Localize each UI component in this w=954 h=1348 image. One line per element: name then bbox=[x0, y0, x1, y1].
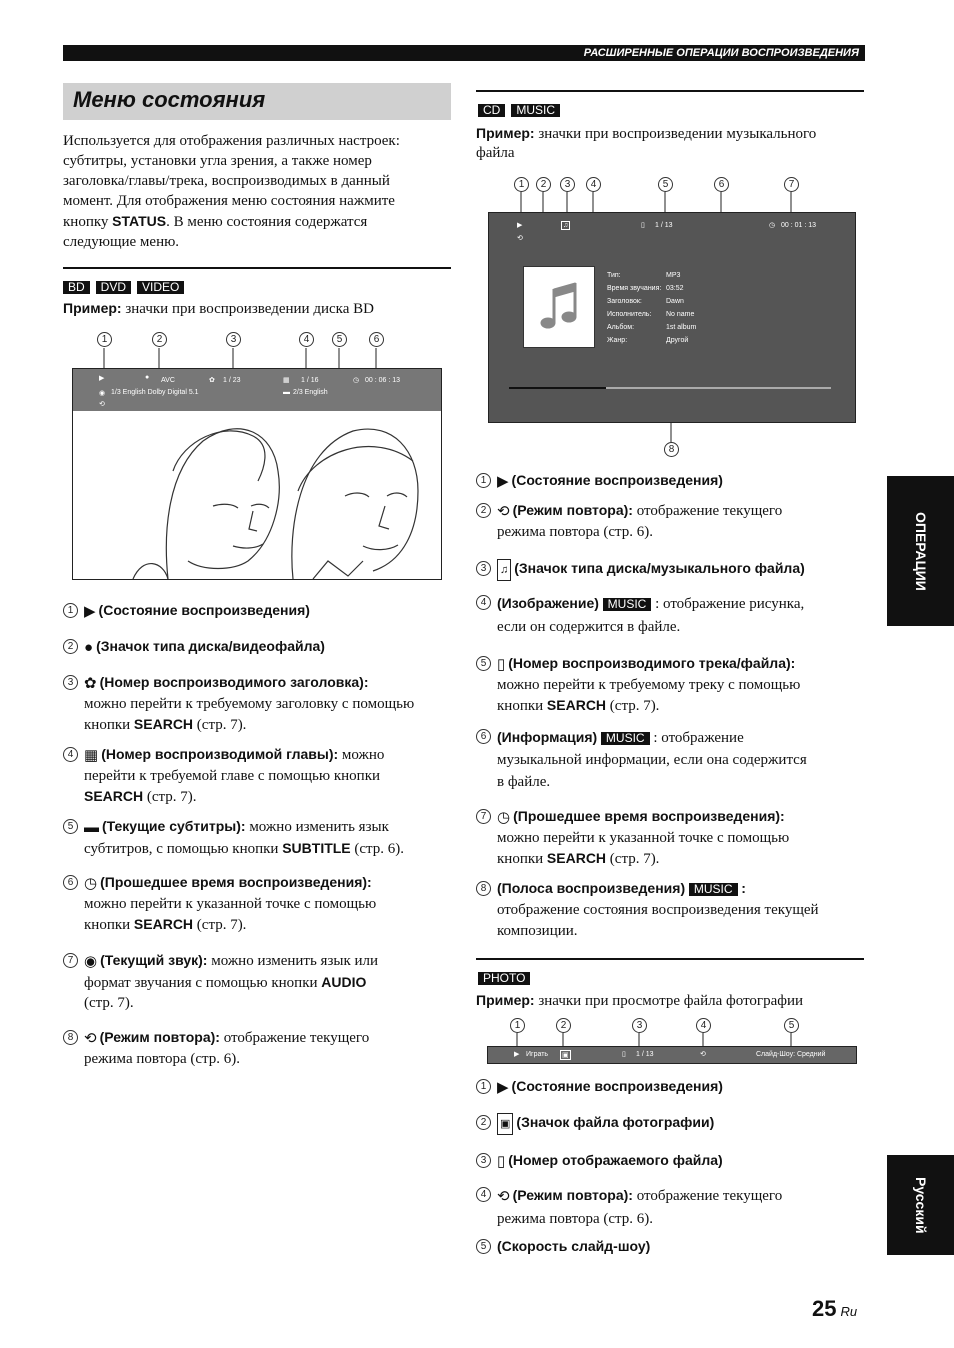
music-notes-icon bbox=[524, 267, 594, 347]
disc-type-icon: ● bbox=[145, 374, 150, 381]
cd-item-5: 5 ▯ (Номер воспроизводимого трека/файла): можно перейти к требуемому треку с помощью кнопки SEARCH (стр. 7). bbox=[476, 653, 866, 716]
side-tab-operations[interactable]: ОПЕРАЦИИ bbox=[887, 476, 954, 626]
tag-music: MUSIC bbox=[511, 104, 560, 117]
bd-screen bbox=[72, 368, 442, 580]
file-number-icon: ▯ bbox=[497, 1153, 506, 1170]
photo-tags bbox=[478, 969, 536, 987]
tag-photo: PHOTO bbox=[478, 972, 530, 985]
photo-osd-bar: ▶ Играть ▣ ▯ 1 / 13 ⟲ Слайд-Шоу: Средний bbox=[487, 1046, 857, 1064]
side-tab-language[interactable]: Русский bbox=[887, 1155, 954, 1255]
cd-item-1: 1 ▶ (Состояние воспроизведения) bbox=[476, 470, 866, 492]
callout-6: 6 bbox=[369, 332, 384, 347]
play-icon: ▶ bbox=[514, 1051, 520, 1058]
bd-faces-illustration bbox=[73, 411, 441, 579]
track-icon: ▯ bbox=[641, 222, 645, 229]
play-state-icon: ▶ bbox=[497, 1079, 509, 1096]
intro-paragraph: Используется для отображения различных настроек: субтитры, установки угла зрения, а также номер заголовка/главы/трека, воспроизводимых в данный момент. Для отображения меню состояния нажмите кнопку STATUS. В меню состояния содержатся следующие меню. bbox=[63, 133, 400, 250]
callout-4: 4 bbox=[299, 332, 314, 347]
photo-item-4: 4 ⟲ (Режим повтора): отображение текущего режима повтора (стр. 6). bbox=[476, 1184, 866, 1230]
callout-2: 2 bbox=[152, 332, 167, 347]
cd-tags bbox=[478, 101, 566, 119]
repeat-icon: ⟲ bbox=[99, 401, 105, 408]
subtitle-icon: ▬ bbox=[84, 819, 99, 836]
bdmv-icon: ● bbox=[84, 639, 94, 656]
bd-item-8: 8 ⟲ (Режим повтора): отображение текущего режима повтора (стр. 6). bbox=[63, 1027, 453, 1069]
bd-osd-bar: ▶ ● AVC ✿ 1 / 23 ▦ 1 / 16 ◷ 00 : 06 : 13 ◉ 1/3 English Dolby Digital 5.1 ▬ 2/3 English ⟲ bbox=[73, 369, 441, 411]
track-number-icon: ▯ bbox=[497, 656, 506, 673]
photo-file-icon: ▣ bbox=[562, 1052, 569, 1059]
play-icon: ▶ bbox=[99, 375, 105, 382]
page-title: Меню состояния bbox=[73, 87, 266, 112]
audio-icon: ◉ bbox=[84, 953, 98, 970]
cd-screen: ▶ ⟲ ♫ ▯ 1 / 13 ◷ 00 : 01 : 13 Тип: Время звучания: Заголовок: Исполнитель: Альбом: Жанр: MP3 03:52 Dawn No name 1st album Другой bbox=[488, 212, 856, 423]
cd-item-6: 6 (Информация) MUSIC : отображение музыкальной информации, если она содержится в файле. bbox=[476, 726, 866, 793]
cd-item-4: 4 (Изображение) MUSIC : отображение рисунка, если он содержится в файле. bbox=[476, 592, 866, 639]
cd-item-8: 8 (Полоса воспроизведения) MUSIC : отображение состояния воспроизведения текущей композиции. bbox=[476, 878, 866, 942]
photo-item-5: 5 (Скорость слайд-шоу) bbox=[476, 1236, 866, 1257]
title-icon: ✿ bbox=[209, 377, 215, 384]
cd-rule bbox=[476, 90, 864, 92]
callout-5: 5 bbox=[332, 332, 347, 347]
cd-item-7: 7 ◷ (Прошедшее время воспроизведения): можно перейти к указанной точке с помощью кнопки SEARCH (стр. 7). bbox=[476, 806, 866, 869]
repeat-all-icon: ⟲ bbox=[497, 1188, 510, 1205]
photo-rule bbox=[476, 958, 864, 960]
info-labels: Тип: Время звучания: Заголовок: Исполнитель: Альбом: Жанр: bbox=[607, 272, 662, 344]
play-icon: ▶ bbox=[517, 222, 523, 229]
bd-item-4: 4 ▦ (Номер воспроизводимой главы): можно перейти к требуемой главе с помощью кнопки SEARCH (стр. 7). bbox=[63, 744, 453, 807]
bd-item-3: 3 ✿ (Номер воспроизводимого заголовка): можно перейти к требуемому заголовку с помощью кнопки SEARCH (стр. 7). bbox=[63, 672, 453, 735]
chapter-icon: ▦ bbox=[283, 377, 290, 384]
music-file-icon: ♫ bbox=[497, 559, 511, 581]
repeat-all-icon: ⟲ bbox=[700, 1051, 706, 1058]
photo-item-2: 2 ▣ (Значок файла фотографии) bbox=[476, 1112, 866, 1135]
title-number-icon: ✿ bbox=[84, 675, 97, 692]
elapsed-time-icon: ◷ bbox=[497, 809, 511, 826]
tag-bd: BD bbox=[63, 281, 90, 294]
file-number-icon: ▯ bbox=[622, 1051, 626, 1058]
bd-item-6: 6 ◷ (Прошедшее время воспроизведения): можно перейти к указанной точке с помощью кнопки SEARCH (стр. 7). bbox=[63, 872, 453, 935]
album-art bbox=[523, 266, 595, 348]
page-number: 25 Ru bbox=[812, 1296, 858, 1321]
progress-track bbox=[509, 387, 831, 389]
callout-1: 1 bbox=[97, 332, 112, 347]
bd-item-2: 2 ● (Значок типа диска/видеофайла) bbox=[63, 636, 453, 658]
photo-file-icon: ▣ bbox=[497, 1113, 513, 1135]
callout-3: 3 bbox=[226, 332, 241, 347]
bd-tags bbox=[63, 278, 190, 296]
chapter-number-icon: ▦ bbox=[84, 747, 99, 764]
tag-cd: CD bbox=[478, 104, 505, 117]
tag-video: VIDEO bbox=[137, 281, 184, 294]
info-values: MP3 03:52 Dawn No name 1st album Другой bbox=[666, 272, 697, 344]
repeat-icon: ⟲ bbox=[497, 503, 510, 520]
photo-item-3: 3 ▯ (Номер отображаемого файла) bbox=[476, 1150, 866, 1172]
bd-example: Пример: значки при воспроизведении диска BD bbox=[63, 300, 374, 317]
elapsed-time-icon: ◷ bbox=[84, 875, 98, 892]
repeat-ch-icon: ⟲ bbox=[84, 1030, 97, 1047]
bd-item-5: 5 ▬ (Текущие субтитры): можно изменить язык субтитров, с помощью кнопки SUBTITLE (стр. 6). bbox=[63, 816, 453, 859]
clock-icon: ◷ bbox=[769, 222, 776, 229]
repeat-icon: ⟲ bbox=[517, 235, 523, 242]
cd-example: Пример: значки при воспроизведении музыкального файла bbox=[476, 125, 817, 161]
title-box bbox=[63, 83, 451, 120]
play-state-icon: ▶ bbox=[84, 603, 96, 620]
play-state-icon: ▶ bbox=[497, 473, 509, 490]
progress-fill bbox=[509, 387, 606, 389]
bd-item-7: 7 ◉ (Текущий звук): можно изменить язык или формат звучания с помощью кнопки AUDIO (стр. 7). bbox=[63, 950, 453, 1013]
clock-icon: ◷ bbox=[353, 377, 360, 384]
cd-item-2: 2 ⟲ (Режим повтора): отображение текущего режима повтора (стр. 6). bbox=[476, 500, 866, 542]
music-file-icon: ♫ bbox=[563, 222, 569, 229]
tag-dvd: DVD bbox=[96, 281, 131, 294]
photo-item-1: 1 ▶ (Состояние воспроизведения) bbox=[476, 1076, 866, 1098]
audio-icon: ◉ bbox=[99, 390, 106, 397]
section-header: РАСШИРЕННЫЕ ОПЕРАЦИИ ВОСПРОИЗВЕДЕНИЯ bbox=[63, 45, 865, 61]
cd-item-3: 3 ♫ (Значок типа диска/музыкального файла) bbox=[476, 558, 866, 581]
photo-example: Пример: значки при просмотре файла фотографии bbox=[476, 992, 804, 1009]
bd-rule bbox=[63, 267, 451, 269]
bd-item-1: 1 ▶ (Состояние воспроизведения) bbox=[63, 600, 453, 622]
subtitle-icon: ▬ bbox=[283, 389, 290, 396]
